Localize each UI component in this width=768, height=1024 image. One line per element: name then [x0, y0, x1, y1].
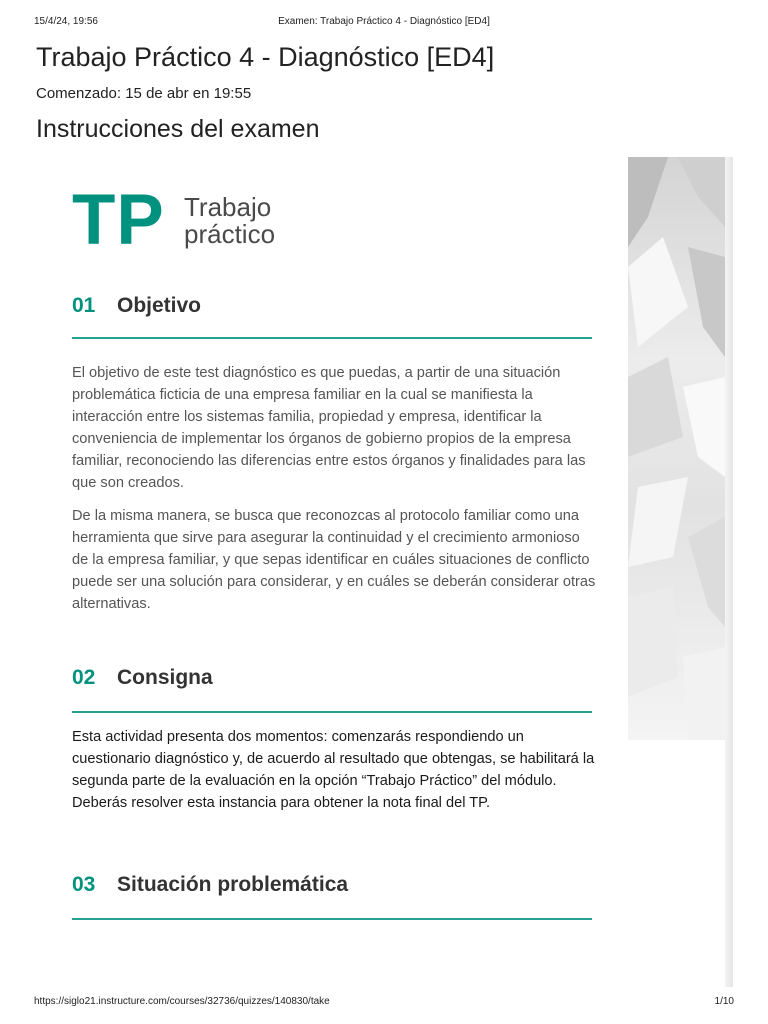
tp-logo [72, 181, 302, 265]
print-doc-title: Examen: Trabajo Práctico 4 - Diagnóstico [ED4] [278, 16, 490, 27]
objetivo-paragraph-2: De la misma manera, se busca que reconozcas al protocolo familiar como una herramienta que sirve para asegurar la continuidad y el crecimiento armonioso de la empresa familiar, y que sepas identificar en cuáles situaciones de conflicto puede ser una solución para considerar, y en cuáles se deberán considerar otras alternativas. [72, 508, 596, 612]
print-url: https://siglo21.instructure.com/courses/32736/quizzes/140830/take [34, 996, 330, 1007]
print-date: 15/4/24, 19:56 [34, 16, 98, 27]
section-title: Consigna [117, 666, 213, 689]
tp-logo-letters: TP [72, 181, 165, 260]
section-number: 02 [72, 666, 96, 689]
section-situacion-heading [72, 873, 592, 907]
print-header [34, 16, 734, 30]
instructions-heading: Instrucciones del examen [36, 115, 320, 143]
consigna-paragraph: Esta actividad presenta dos momentos: comenzarás respondiendo un cuestionario diagnóstico y, de acuerdo al resultado que obtengas, se habilitará la segunda parte de la evaluación en la opción “Trabajo Práctico” del módulo. Deberás resolver esta instancia para obtener la nota final del TP. [72, 729, 595, 811]
tp-logo-word-2: práctico [184, 219, 276, 249]
decorative-pattern [628, 157, 725, 740]
page-number: 1/10 [714, 996, 734, 1007]
started-timestamp: Comenzado: 15 de abr en 19:55 [36, 85, 252, 102]
section-number: 01 [72, 294, 96, 317]
section-divider [72, 337, 592, 339]
print-footer [34, 996, 734, 1010]
section-divider [72, 918, 592, 920]
section-number: 03 [72, 873, 96, 896]
section-title: Situación problemática [117, 873, 349, 896]
section-consigna-heading [72, 666, 592, 700]
page-side-edge [725, 157, 733, 987]
decorative-side-image [628, 157, 725, 740]
section-title: Objetivo [117, 294, 202, 317]
tp-logo-word-1: Trabajo [184, 192, 272, 222]
section-divider [72, 711, 592, 713]
quiz-title: Trabajo Práctico 4 - Diagnóstico [ED4] [36, 42, 495, 72]
objetivo-paragraph-1: El objetivo de este test diagnóstico es que puedas, a partir de una situación problemática ficticia de una empresa familiar en la cual se manifiesta la interacción entre los sistemas familia, propiedad y empresa, identificar la conveniencia de implementar los órganos de gobierno propios de la empresa familiar, reconociendo las diferencias entre estos órganos y finalidades para las que son creados. [72, 365, 586, 491]
section-objetivo-heading [72, 294, 592, 328]
